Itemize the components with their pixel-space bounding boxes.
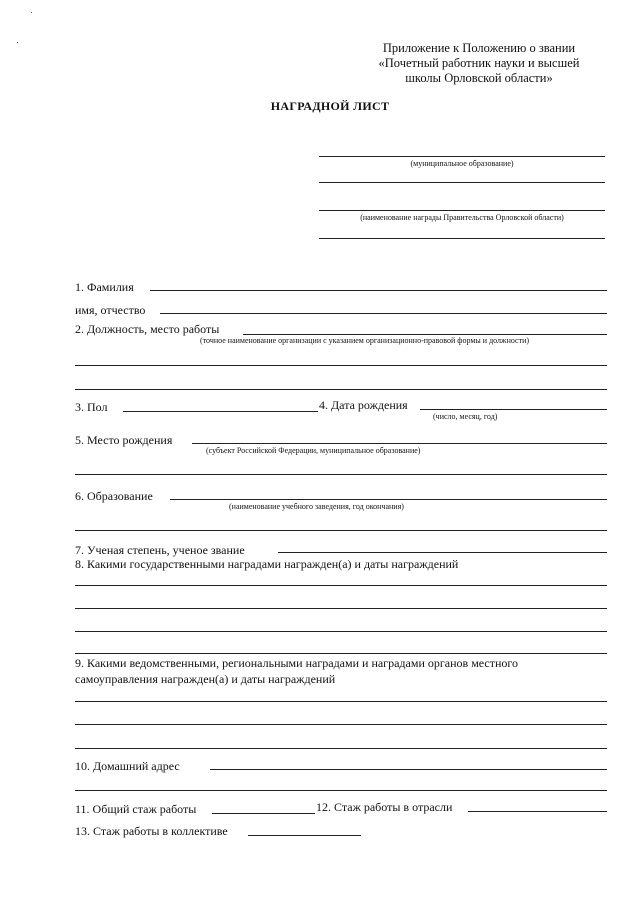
label-birth-place: 5. Место рождения (75, 433, 173, 447)
birth-place-line-2[interactable] (75, 474, 607, 475)
surname-line[interactable] (150, 290, 607, 291)
header-line-2: «Почетный работник науки и высшей (378, 56, 580, 70)
label-surname: 1. Фамилия (75, 280, 134, 294)
dept-awards-line-2[interactable] (75, 724, 607, 725)
birth-place-line[interactable] (192, 443, 607, 444)
label-total-experience: 11. Общий стаж работы (75, 802, 197, 816)
caption-education: (наименование учебного заведения, год окончания) (229, 502, 404, 511)
document-title: НАГРАДНОЙ ЛИСТ (270, 99, 390, 113)
label-sex: 3. Пол (75, 400, 108, 414)
degree-line[interactable] (278, 552, 607, 553)
industry-experience-line[interactable] (468, 811, 607, 812)
municipal-line[interactable] (319, 156, 605, 157)
team-experience-line[interactable] (248, 835, 361, 836)
label-birth-date: 4. Дата рождения (319, 398, 408, 412)
state-awards-line-4[interactable] (75, 653, 607, 654)
dept-awards-line-1[interactable] (75, 701, 607, 702)
state-awards-line-2[interactable] (75, 608, 607, 609)
scan-speck (31, 12, 32, 13)
home-address-line[interactable] (210, 769, 607, 770)
label-dept-awards-2: самоуправления награжден(а) и даты награждений (75, 672, 336, 686)
label-team-experience: 13. Стаж работы в коллективе (75, 824, 228, 838)
label-position: 2. Должность, место работы (75, 322, 220, 336)
sex-line[interactable] (123, 411, 318, 412)
header-line-3: школы Орловской области» (405, 71, 553, 85)
label-industry-experience: 12. Стаж работы в отрасли (316, 800, 453, 814)
label-education: 6. Образование (75, 489, 153, 503)
label-dept-awards-1: 9. Какими ведомственными, региональными наградами и наградами органов местного (75, 656, 519, 670)
label-name-patronymic: имя, отчество (75, 303, 146, 317)
position-line[interactable] (243, 334, 607, 335)
caption-award-name: (наименование награды Правительства Орловской области) (360, 213, 564, 222)
award-name-line[interactable] (319, 210, 605, 211)
caption-organization: (точное наименование организации с указанием организационно-правовой формы и должности) (200, 336, 530, 345)
total-experience-line[interactable] (212, 813, 315, 814)
header-line-1: Приложение к Положению о звании (382, 41, 576, 55)
education-line[interactable] (170, 499, 607, 500)
caption-birth-place: (субъект Российской Федерации, муниципальное образование) (206, 446, 421, 455)
scan-speck (17, 42, 18, 43)
name-patronymic-line[interactable] (160, 313, 607, 314)
position-line-2[interactable] (75, 365, 607, 366)
caption-municipal: (муниципальное образование) (410, 159, 514, 168)
education-line-2[interactable] (75, 530, 607, 531)
municipal-line-2[interactable] (319, 182, 605, 183)
caption-birth-date: (число, месяц, год) (433, 412, 498, 421)
label-home-address: 10. Домашний адрес (75, 759, 180, 773)
birth-date-line[interactable] (420, 409, 607, 410)
award-name-line-2[interactable] (319, 238, 605, 239)
position-line-3[interactable] (75, 389, 607, 390)
state-awards-line-3[interactable] (75, 631, 607, 632)
dept-awards-line-3[interactable] (75, 748, 607, 749)
label-state-awards: 8. Какими государственными наградами награжден(а) и даты награждений (75, 557, 459, 571)
state-awards-line-1[interactable] (75, 585, 607, 586)
home-address-line-2[interactable] (75, 790, 607, 791)
label-degree: 7. Ученая степень, ученое звание (75, 543, 245, 557)
